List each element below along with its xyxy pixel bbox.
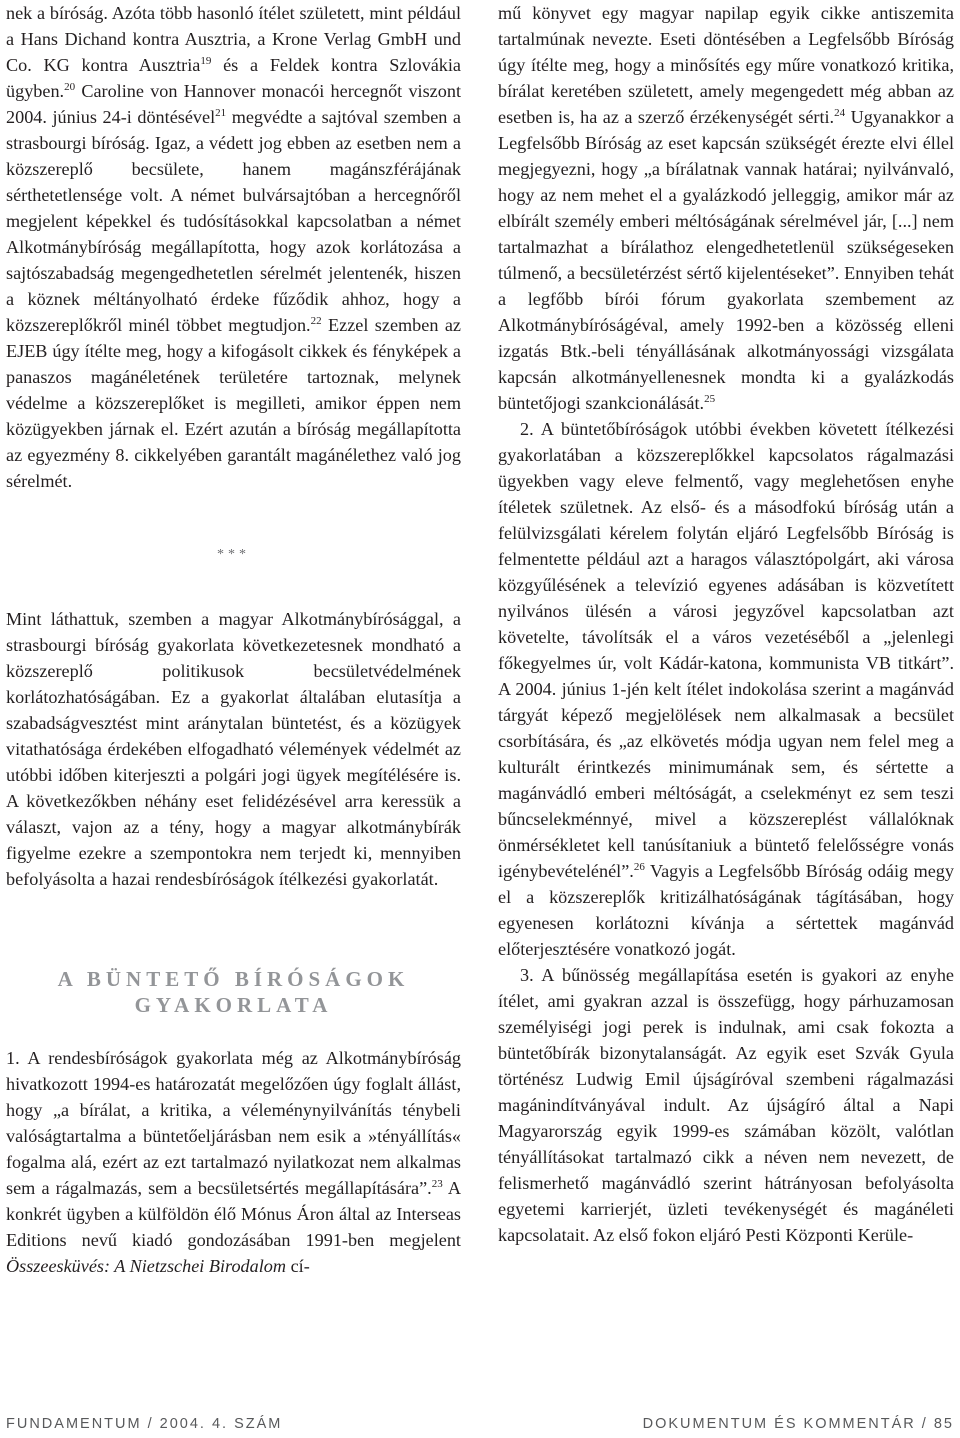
- left-paragraph-2: Mint láthattuk, szemben a magyar Alkotmánybírósággal, a strasbourgi bíróság gyakorlata következetesnek mondható a közszereplő politikusok becsületvédelmének korlátozhatóságában. Ez a gyakorlat általában elutasítja a szabadságvesztést mint aránytalan büntetést, és a közügyek vitathatósága érdekében elfogadható vélemények védelmét az utóbbi időben kiterjeszti a polgári jogi ügyek megítélésére is. A következőkben néhány eset felidézésével arra keressük a választ, vajon az a tény, hogy a magyar alkotmánybírák figyelme ezekre a szempontokra nem terjedt ki, mennyiben befolyásolta a hazai rendesbíróságok ítélkezési gyakorlatát.: [6, 609, 461, 889]
- text-run: nek a bíróság. Azóta több hasonló ítélet született, mint például a Hans Dichand kontra Ausztria, a Krone Verlag GmbH und Co. KG kontra Ausztria: [6, 3, 461, 75]
- right-paragraph-1: [498, 0, 954, 416]
- text-run: 2. A büntetőbíróságok utóbbi években követett ítélkezési gyakorlatában a közszereplőkkel kapcsolatos rágalmazási ügyekben vagy eleve felmentő, vagy meglehetősen enyhe ítéletek születnek. Az első- és a másodfokú bíróság után a felülvizsgálati kérelem folytán eljáró Legfelsőbb Bíróság is felmentette például azt a haragos választópolgárt, aki városa közgyűlésének a televízió egyenes adásában is közvetített nyilvános ülésén a városi jegyzővel kapcsolatban azt követelte, távolítsák el a város vezetéséből a „jelenlegi főkegyelmes úr, volt Kádár-katona, kommunista VB titkárt”. A 2004. június 1-jén kelt ítélet indokolása szerint a magánvád tárgyát képező megjelölések nem alkalmasak a becsület csorbítására, és „az elkövetés módja ugyan nem felel meg a kulturált érintkezés minimumának sem, és sértette a magánvádló emberi méltóságát, a cselekményt ez sem teszi bűncselekménnyé, mivel a közszereplést vállalóknak önmérsékletet kell tanúsítaniuk a büntető felelősségre vonás igénybevételénél”.: [498, 419, 954, 881]
- footnote-ref-21[interactable]: 21: [215, 107, 227, 119]
- right-paragraph-3: 3. A bűnösség megállapítása esetén is gyakori az enyhe ítélet, ami gyakran azzal is összefügg, hogy párhuzamosan személyiségi jogi perek is indulnak, ami csak fokozta a büntetőbírák bizonytalanságát. Az egyik eset Szvák Gyula történész Ludwig Emil újságíróval szembeni rágalmazási magánindítványával indult. Az újságíró által a Napi Magyarország egyik 1999-es számában közölt, valótlan tényállításokat tartalmazó cikk a néven nem nevezett, de felismerhető magánvádló szerint hátrányosan befolyásolta egyetemi karrierjét, üzleti tevékenységét és magánéleti kapcsolatait. Az első fokon eljáró Pesti Központi Kerüle-: [498, 965, 954, 1245]
- section-separator: ***: [217, 547, 250, 562]
- text-run: Ezzel szemben az EJEB úgy ítélte meg, hogy a kifogásolt cikkek és fényképek a panaszos magánéletének területére tartoznak, melynek védelme a közszereplőket is megilleti, amikor éppen nem közügyekben járnak el. Ezért azután a bíróság megállapította az egyezmény 8. cikkelyében garantált magánélethez való jog sérelmét.: [6, 315, 461, 491]
- left-column: [6, 0, 461, 1279]
- section-heading-line-2: GYAKORLATA: [134, 993, 333, 1017]
- footnote-ref-20[interactable]: 20: [64, 81, 76, 93]
- footer-journal-issue: FUNDAMENTUM / 2004. 4. SZÁM: [6, 1416, 283, 1432]
- text-run: cí-: [286, 1256, 310, 1276]
- text-run: megvédte a sajtóval szemben a strasbourgi bíróság. Igaz, a védett jog ebben az esetben nem a közszereplő becsülete, hanem magánszférájának sérthetetlensége volt. A német bulvársajtóban a hercegnőről megjelent képekkel és tudósításokkal kapcsolatban a német Alkotmánybíróság megállapította, hogy azok korlátozása a sajtószabadság megengedhetetlen sérelmét jelentenék, hiszen a köznek méltányolható érdeke fűződik ahhoz, hogy a közszereplőkről minél többet megtudjon.: [6, 107, 462, 335]
- book-title: Összeesküvés: A Nietzschei Birodalom: [6, 1256, 287, 1276]
- right-column: [498, 0, 954, 1248]
- footnote-ref-26[interactable]: 26: [633, 861, 645, 873]
- footer-section-page: DOKUMENTUM ÉS KOMMENTÁR / 85: [642, 1416, 954, 1432]
- text-run: Caroline von Hannover monacói hercegnőt viszont 2004. június 24-i döntésével: [6, 81, 461, 127]
- footnote-ref-24[interactable]: 24: [834, 107, 846, 119]
- text-run: Vagyis a Legfelsőbb Bíróság odáig megy el a közszereplők kritizálhatóságának tágításában, hogy egyenesen korlátozni kívánja a sértettek magánvád előterjesztésére vonatkozó jogát.: [498, 861, 954, 959]
- section-heading: [6, 966, 461, 1018]
- text-run: mű könyvet egy magyar napilap egyik cikke antiszemita tartalmúnak nevezte. Eseti döntésében a Legfelsőbb Bíróság úgy ítélte meg, hogy a minősítés egy műre vonatkozó kritika, bírálat keretében született, amely megengedett még abban az esetben is, ha az a szerző érzékenységét sérti.: [498, 3, 954, 127]
- left-paragraph-1: [6, 0, 461, 494]
- right-paragraph-2: [498, 416, 954, 962]
- section-heading-line-1: A BÜNTETŐ BÍRÓSÁGOK: [57, 967, 410, 991]
- text-run: és a Feldek kontra Szlovákia ügyben.: [6, 55, 461, 101]
- footnote-ref-25[interactable]: 25: [704, 393, 716, 405]
- text-run: A konkrét ügyben a külföldön élő Mónus Áron által az Interseas Editions nevű kiadó gondozásában 1991-ben megjelent: [6, 1178, 461, 1250]
- footnote-ref-22[interactable]: 22: [310, 315, 322, 327]
- footnote-ref-19[interactable]: 19: [200, 55, 212, 67]
- text-run: Ugyanakkor a Legfelsőbb Bíróság az eset kapcsán szükségét érezte elvi éllel megjegyezni, hogy „a bírálatnak vannak határai; nyilvánvaló, hogy az nem mehet el a gyalázkodó jelleggig, amikor már az elbírált személy emberi méltóságának sérelmével jár, [...] nem tartalmazhat a bírálathoz elengedhetetlenül szükségeseken túlmenő, a becsületérzést sértő kijelentéseket”. Ennyiben tehát a legfőbb bírói fórum gyakorlata szembement az Alkotmánybíróságéval, amely 1992-ben a közösség elleni izgatás Btk.-beli tényállásának alkotmányossági vizsgálata kapcsán alkotmányellenesnek mondta ki a gyalázkodás büntetőjogi szankcionálását.: [498, 107, 954, 413]
- text-run: 1. A rendesbíróságok gyakorlata még az Alkotmánybíróság hivatkozott 1994-es határozatát megelőzően úgy foglalt állást, hogy „a bírálat, a kritika, a véleménynyilvánítás ténybeli valóságtartalma a büntetőeljárásban nem esik a »tényállítás« fogalma alá, ezért az ezt tartalmazó nyilatkozat nem alkalmas sem a rágalmazás, sem a becsületsértés megállapítására”.: [6, 1048, 461, 1198]
- left-paragraph-3: [6, 1045, 461, 1279]
- footnote-ref-23[interactable]: 23: [431, 1178, 443, 1190]
